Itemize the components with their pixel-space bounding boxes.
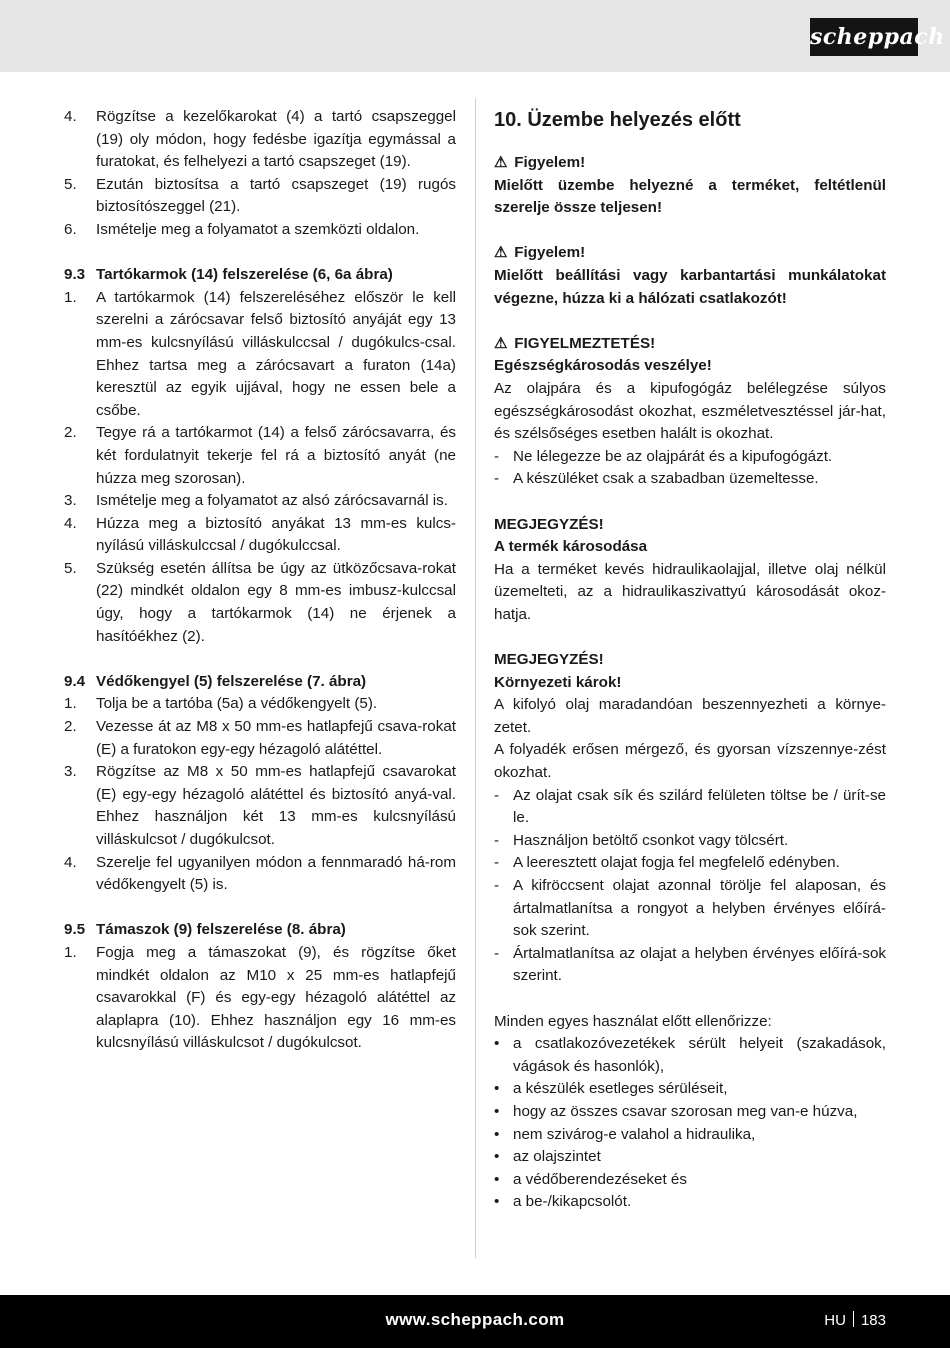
list-item: - Használjon betöltő csonkot vagy tölcsért. [494,831,789,849]
list-item: - Ártalmatlanítsa az olajat a helyben érvényes előírá-sok szerint. [494,944,886,985]
note-block-2: MEGJEGYZÉS! Környezeti károk! A kifolyó olaj maradandóan beszennyezheti a környe-zetet. A folyadék erősen mérgező, és gyorsan vízszennye-zést okozhat. - Az olajat csak sík és szilárd felületen töltse be / ürít-se le. - Használjon betöltő csonkot vagy tölcsért. - A leeresztett olajat fogja fel megfelelő edényben. - A kifröccsent olajat azonnal törölje fel alaposan, és ártalmatlanítsa a rongyot a helyben érvényes előírá-sok szerint. - Ártalmatlanítsa az olajat a helyben érvényes előírá-sok szerint. [494,649,886,988]
warning-block-2: ⚠ Figyelem! Mielőtt beállítási vagy karbantartási munkálatokat végezne, húzza ki a hálózati csatlakozót! [494,244,886,307]
list-a [64,106,456,242]
list-item: 5. Szükség esetén állítsa be úgy az ütközőcsava-rokat (22) mindkét oldalon egy 8 mm-es imbusz-kulccsal úgy, hogy a tartókarmok (14) ne érjenek a hasítóékhez (2). [64,559,456,645]
list-item: 1. A tartókarmok (14) felszereléséhez először le kell szerelni a zárócsavar felső biztosító anyáját egy 13 mm-es kulcsnyílású villáskulccsal / dugókulcs-csal. Ehhez tartsa meg a zárócsavart a furaton (14a) keresztül az egyik ujjával, hogy ne essen bele a csőbe. [64,288,456,419]
list-item: • nem szivárog-e valahol a hidraulika, [494,1125,756,1143]
list-c [64,693,456,896]
list-item: - A készüléket csak a szabadban üzemeltesse. [494,470,819,488]
warning-block-3: ⚠ FIGYELMEZTETÉS! Egészségkárosodás veszélye! Az olajpára és a kipufogógáz belélegzése súlyos egészségkárosodást okozhat, eszméletvesztéssel jár-hat, és szélsőséges esetben halált is okozhat. - Ne lélegezze be az olajpárát és a kipufogógázt. - A készüléket csak a szabadban üzemeltesse. [494,333,886,491]
separator [853,1311,854,1327]
page-number: HU 183 [824,1312,886,1329]
list-item: 3. Rögzítse az M8 x 50 mm-es hatlapfejű csavarokat (E) egy-egy hézagoló alátéttel és biztosító anyá-val. Ehhez használjon két 13 mm-es kulcsnyílású villáskulcsot / dugókulcsot. [64,763,456,848]
list-item: - Ne lélegezze be az olajpárát és a kipufogógázt. [494,447,833,465]
section-heading-9-4: 9.4 Védőkengyel (5) felszerelése (7. ábra) [64,672,367,690]
list-b [64,287,456,649]
column-divider [475,98,476,1258]
page-header [0,0,950,72]
list-item: - A kifröccsent olajat azonnal törölje fel alaposan, és ártalmatlanítsa a rongyot a helyben érvényes előírá-sok szerint. [494,877,886,940]
section-heading-9-5: 9.5 Támaszok (9) felszerelése (8. ábra) [64,921,346,939]
list-item: 4. Húzza meg a biztosító anyákat 13 mm-es kulcs-nyílású villáskulccsal / dugókulccsal. [64,514,456,555]
list-item: • az olajszintet [494,1148,601,1166]
list-item: 2. Tegye rá a tartókarmot (14) a felső zárócsavarra, és két fordulatnyit tekerje fel rá a biztosító anyát (ne húzza meg szorosan). [64,424,456,487]
checklist-block: Minden egyes használat előtt ellenőrizze: • a csatlakozóvezetékek sérült helyeit (szakadások, vágások és hasonlók), • a készülék esetleges sérüléseit, • hogy az összes csavar szorosan meg van-e húzva, • nem szivárog-e valahol a hidraulika, • az olajszintet • a védőberendezéseket és • a be-/kikapcsolót. [494,1011,886,1214]
list-item: - Az olajat csak sík és szilárd felületen töltse be / ürít-se le. [494,786,886,827]
list-item: - A leeresztett olajat fogja fel megfelelő edényben. [494,854,840,872]
warning-icon: ⚠ [494,154,508,171]
website-link[interactable]: www.scheppach.com [385,1310,565,1329]
warning-block-1: ⚠ Figyelem! Mielőtt üzembe helyezné a terméket, feltétlenül szerelje össze teljesen! [494,154,886,217]
list-item: • a csatlakozóvezetékek sérült helyeit (szakadások, vágások és hasonlók), [494,1035,886,1075]
list-item: 3. Ismételje meg a folyamatot az alsó zárócsavarnál is. [64,492,448,510]
section-heading-9-3: 9.3 Tartókarmok (14) felszerelése (6, 6a ábra) [64,266,393,284]
list-item: 1. Tolja be a tartóba (5a) a védőkengyelt (5). [64,695,378,713]
list-item: • a készülék esetleges sérüléseit, [494,1080,728,1098]
page-footer [0,1295,950,1348]
list-item: 1. Fogja meg a támaszokat (9), és rögzítse őket mindkét oldalon az M10 x 25 mm-es hatlapfejű csavarokkal (F) és egy-egy hézagoló alátéttel az alaplapra (10). Ehhez használjon egy 16 mm-es kulcsnyílású villáskulcsot / dugókulcsot. [64,943,456,1052]
list-item: • a védőberendezéseket és [494,1170,687,1188]
list-item: 6. Ismételje meg a folyamatot a szemközti oldalon. [64,220,420,238]
warning-icon: ⚠ [494,334,508,352]
section-title: 10. Üzembe helyezés előtt [494,109,741,131]
list-item: 4. Szerelje fel ugyanilyen módon a fennmaradó há-rom védőkengyelt (5) is. [64,853,456,894]
left-column [64,106,456,1055]
list-item: 5. Ezután biztosítsa a tartó csapszeget (19) rugós biztosítószeggel (21). [64,175,456,216]
list-item: • hogy az összes csavar szorosan meg van-e húzva, [494,1102,858,1120]
list-item: 2. Vezesse át az M8 x 50 mm-es hatlapfejű csava-rokat (E) a furatokon egy-egy hézagoló alátéttel. [64,718,456,758]
right-column [494,106,886,1214]
warning-icon: ⚠ [494,244,508,262]
list-d [64,942,456,1055]
list-item: 4. Rögzítse a kezelőkarokat (4) a tartó csapszeggel (19) oly módon, hogy fedésbe igazítja egymással a furatokat, és felhelyezi a tartó csapszeget (19). [64,108,456,171]
list-item: • a be-/kikapcsolót. [494,1193,632,1211]
note-block-1: MEGJEGYZÉS! A termék károsodása Ha a terméket kevés hidraulikaolajjal, illetve olaj nélkül üzemelteti, az a hidraulikaszivattyú károsodását okoz-hatja. [494,515,886,623]
scheppach-logo: scheppach [810,18,918,56]
